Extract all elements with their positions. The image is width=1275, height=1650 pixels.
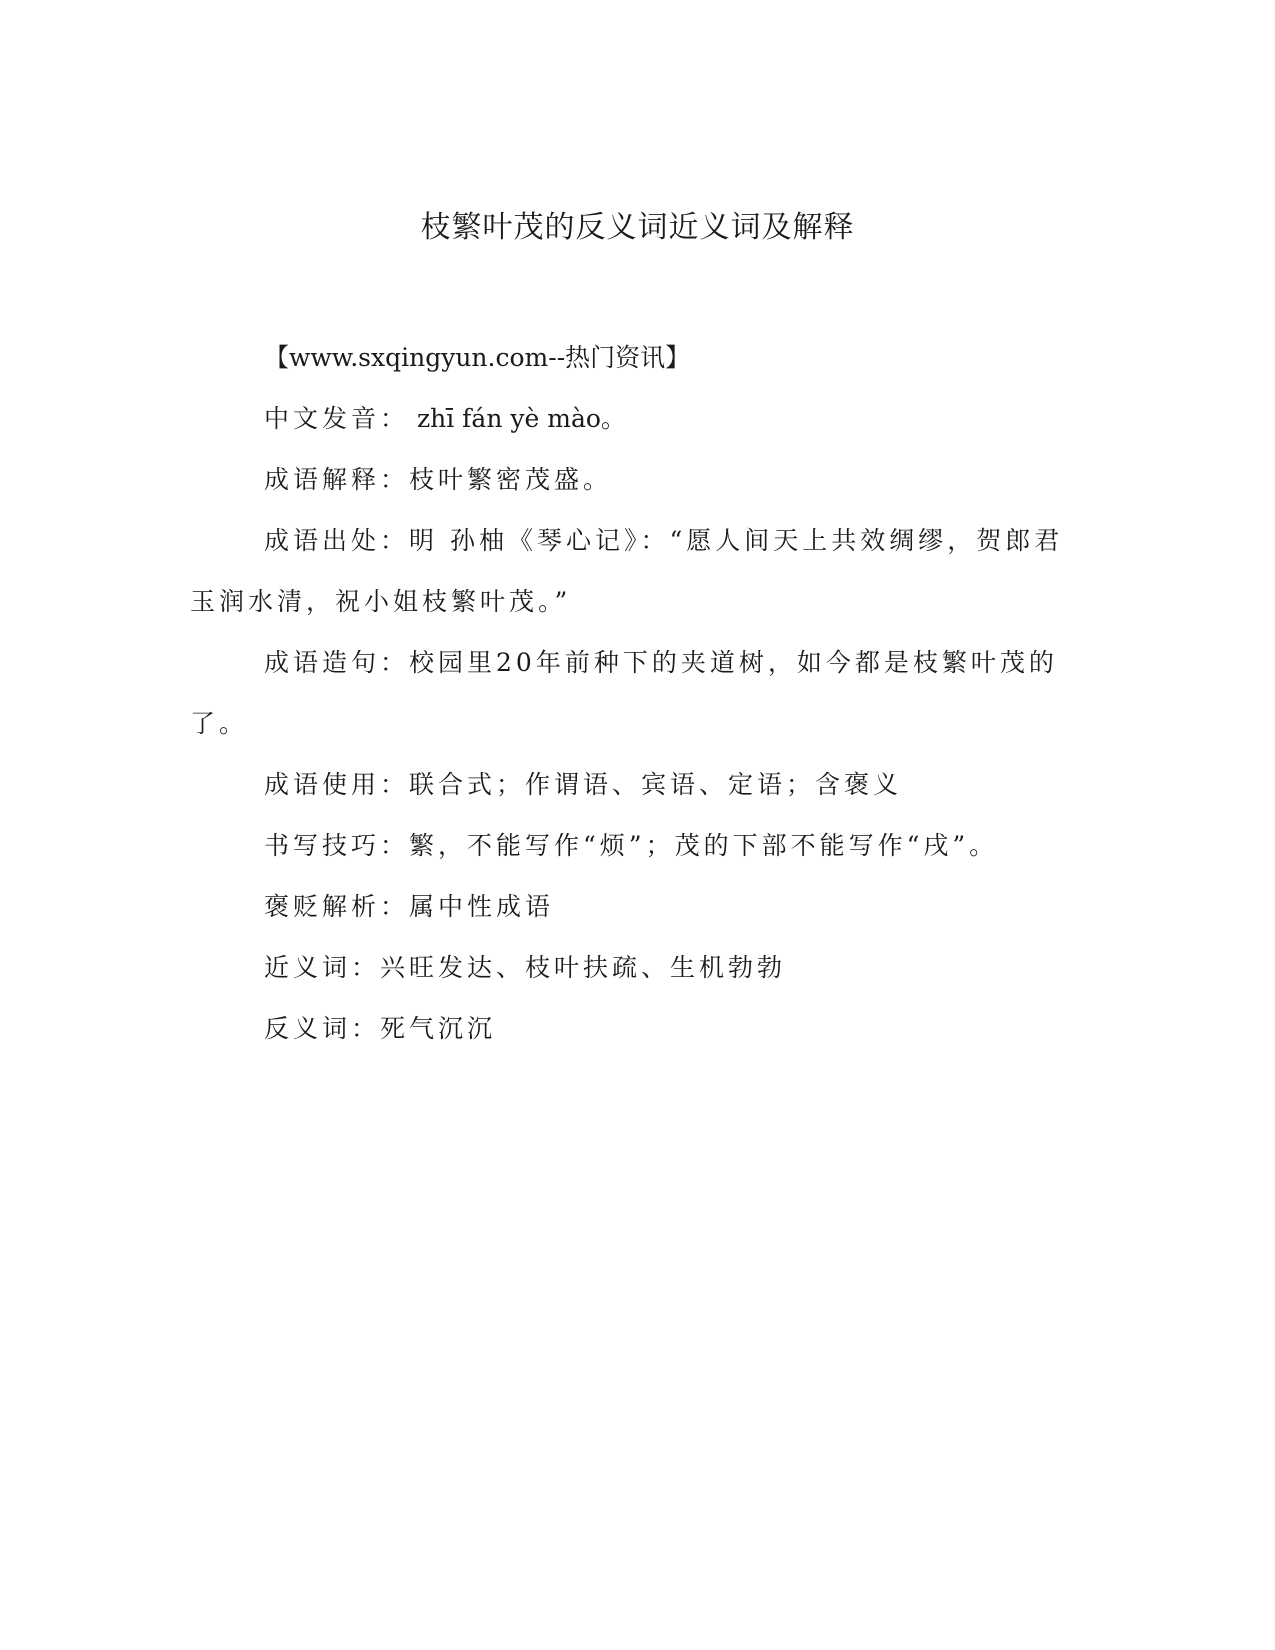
paragraph-label: 近义词： — [264, 953, 381, 982]
source-line: 【www.sxqingyun.com--热门资讯】 — [264, 343, 691, 372]
paragraph-usage — [190, 754, 1070, 815]
document-title: 枝繁叶茂的反义词近义词及解释 — [420, 210, 855, 245]
paragraph-label: 成语造句： — [264, 648, 410, 677]
paragraph-example — [190, 632, 1070, 754]
paragraph-explanation — [190, 449, 1070, 510]
paragraph-label: 成语使用： — [264, 770, 410, 799]
paragraph-text: 枝叶繁密茂盛。 — [409, 465, 613, 494]
paragraph-pronunciation — [190, 388, 1070, 449]
paragraph-label: 书写技巧： — [264, 831, 410, 860]
paragraph-label: 成语出处： — [264, 526, 410, 555]
paragraph-text: 校园里20年前种下的夹道树，如今都是枝繁叶茂的了。 — [190, 648, 1058, 738]
paragraph-sentiment — [190, 876, 1070, 937]
paragraph-synonyms — [190, 937, 1070, 998]
paragraph-text: 繁，不能写作“烦”；茂的下部不能写作“戌”。 — [409, 831, 999, 860]
paragraph-antonyms — [190, 998, 1070, 1059]
paragraph-text: zhī fán yè mào。 — [409, 404, 626, 433]
paragraph-text: 属中性成语 — [409, 892, 555, 921]
paragraph-origin — [190, 510, 1070, 632]
paragraph-writing-tips — [190, 815, 1070, 876]
paragraph-text: 死气沉沉 — [380, 1014, 497, 1043]
paragraph-text: 兴旺发达、枝叶扶疏、生机勃勃 — [380, 953, 787, 982]
paragraph-text: 联合式；作谓语、宾语、定语；含褒义 — [409, 770, 903, 799]
paragraph-label: 中文发音： — [264, 404, 410, 433]
paragraph-label: 成语解释： — [264, 465, 410, 494]
paragraph-text: 明 孙柚《琴心记》：“愿人间天上共效绸缪，贺郎君玉润水清，祝小姐枝繁叶茂。” — [190, 526, 1064, 616]
document-body — [190, 327, 1070, 1059]
paragraph-label: 反义词： — [264, 1014, 381, 1043]
paragraph-label: 褒贬解析： — [264, 892, 410, 921]
